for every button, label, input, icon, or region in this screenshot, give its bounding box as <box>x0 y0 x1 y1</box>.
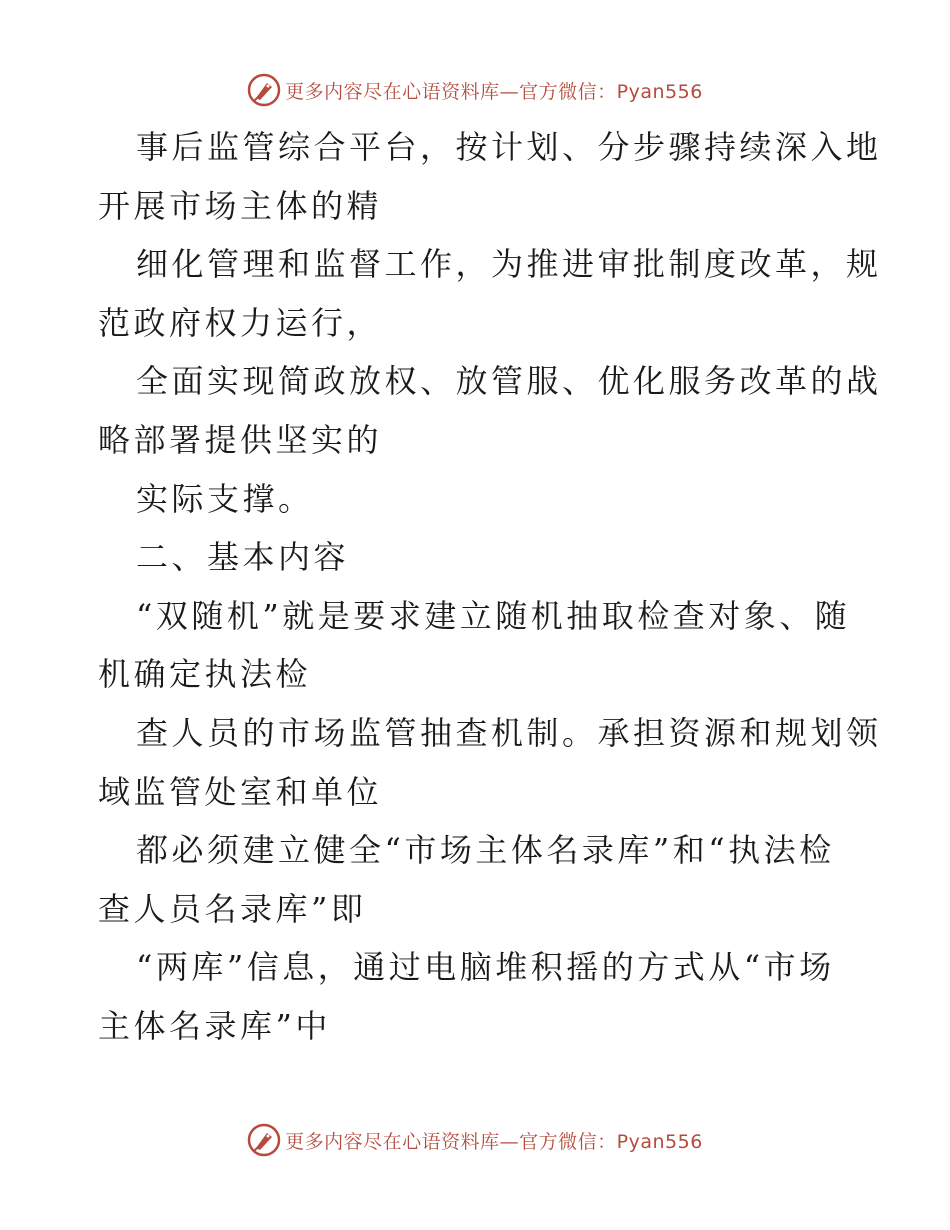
pen-nib-logo-icon <box>247 1123 281 1157</box>
banner-text <box>285 77 703 104</box>
text-line: 主体名录库”中 <box>98 1006 331 1045</box>
document-body <box>98 118 882 1056</box>
pen-nib-logo-icon <box>247 73 281 107</box>
banner-text <box>285 1127 703 1154</box>
text-line: 范政府权力运行， <box>98 303 383 342</box>
text-line: “双随机”就是要求建立随机抽取检查对象、随 <box>136 596 851 635</box>
text-line: 域监管处室和单位 <box>98 772 383 811</box>
text-line: 略部署提供坚实的 <box>98 420 383 459</box>
text-line: 二、基本内容 <box>136 538 350 577</box>
text-line: 开展市场主体的精 <box>98 186 383 225</box>
banner-text-cn: 更多内容尽在心语资料库—官方微信： <box>285 80 617 103</box>
text-line: 全面实现简政放权、放管服、优化服务改革的战 <box>136 362 882 401</box>
banner-wechat-id: Pyan556 <box>616 1130 703 1153</box>
text-line: 都必须建立健全“市场主体名录库”和“执法检 <box>136 831 835 870</box>
footer-banner <box>0 1120 950 1160</box>
banner-wechat-id: Pyan556 <box>616 80 703 103</box>
banner-text-cn: 更多内容尽在心语资料库—官方微信： <box>285 1130 617 1153</box>
header-banner <box>0 70 950 110</box>
text-line: 查人员的市场监管抽查机制。承担资源和规划领 <box>136 713 882 752</box>
text-line: 查人员名录库”即 <box>98 889 367 928</box>
text-line: “两库”信息，通过电脑堆积摇的方式从“市场 <box>136 948 835 987</box>
text-line: 机确定执法检 <box>98 655 312 694</box>
text-line: 细化管理和监督工作，为推进审批制度改革，规 <box>136 245 882 284</box>
text-line: 实际支撑。 <box>136 479 314 518</box>
text-line: 事后监管综合平台，按计划、分步骤持续深入地 <box>136 128 882 166</box>
